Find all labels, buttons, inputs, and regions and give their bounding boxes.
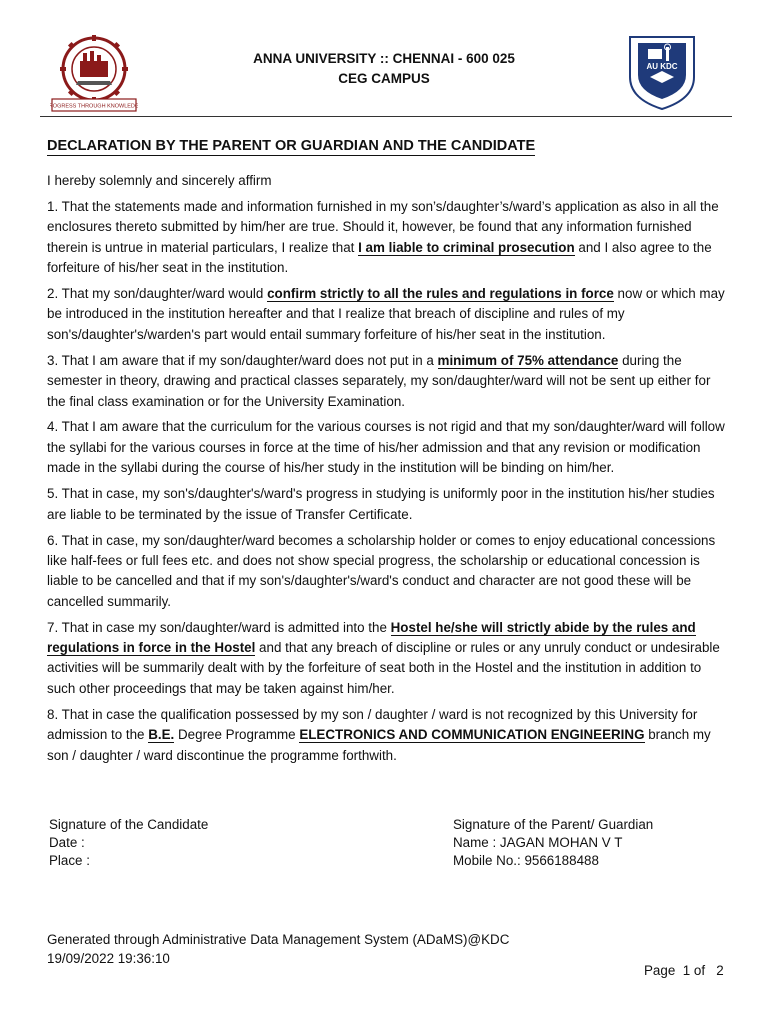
clause-7: 7. That in case my son/daughter/ward is admitted into the Hostel he/she will strictly abide by the rules and regulations in force in the Hostel and that any breach of discipline or rules or any unruly conduct or undesirable activities will be summarily dealt with by the forfeiture of seat both in the Hostel and the institution in addition to such other proceedings that may be taken against him/her. [47, 619, 720, 696]
header-divider [40, 116, 732, 117]
generated-timestamp: 19/09/2022 19:36:10 [47, 951, 170, 966]
clause-7-emphasis: Hostel he/she will strictly abide by the rules and regulations in force in the Hostel [47, 619, 696, 656]
intro-text: I hereby solemnly and sincerely affirm [47, 173, 272, 188]
au-kdc-logo [626, 33, 698, 113]
generated-by: Generated through Administrative Data Management System (ADaMS)@KDC [47, 932, 510, 947]
branch-value: ELECTRONICS AND COMMUNICATION ENGINEERING [299, 727, 645, 743]
university-name: ANNA UNIVERSITY :: CHENNAI - 600 025 [253, 51, 515, 66]
guardian-name: Name : JAGAN MOHAN V T [453, 835, 623, 850]
clause-5: 5. That in case, my son's/daughter's/ward's progress in studying is uniformly poor in the institution his/her studies are liable to be terminated by the issue of Transfer Certificate. [47, 486, 715, 522]
clause-3-emphasis: minimum of 75% attendance [437, 352, 619, 368]
clause-4: 4. That I am aware that the curriculum for the various courses is not rigid and that my son/daughter/ward will follow the syllabi for the various courses in force at the time of his/her admission and that any revision or modification made in the syllabi during the course of his/her study in the institution will be binding on him/her. [47, 419, 725, 476]
kdc-shield-icon [626, 33, 698, 113]
clause-8: 8. That in case the qualification possessed by my son / daughter / ward is not recognized by this University for admission to the B.E. Degree Programme ELECTRONICS AND COMMUNICATION ENGINEERING branch my son / daughter / ward discontinue the programme forthwith. [47, 706, 711, 763]
declaration-title: DECLARATION BY THE PARENT OR GUARDIAN AND THE CANDIDATE [47, 138, 536, 154]
parent-signature-block [453, 816, 653, 870]
clause-1-emphasis: I am liable to criminal prosecution [358, 239, 575, 255]
clause-2-emphasis: confirm strictly to all the rules and regulations in force [267, 286, 614, 302]
page-number: Page 1 of 2 [644, 963, 724, 978]
candidate-signature-label: Signature of the Candidate [49, 817, 209, 832]
date-label: Date : [49, 835, 85, 850]
clause-1: 1. That the statements made and information furnished in my son’s/daughter’s/ward’s application as also in all the enclosures thereto submitted by him/her are true. Should it, however, be found that any information furnished therein is untrue in material particulars, I realize that I am liable to criminal prosecution and I also agree to the forfeiture of his/her seat in the institution. [47, 198, 719, 276]
footer-info [47, 930, 509, 968]
degree-value: B.E. [148, 727, 175, 743]
clause-2: 2. That my son/daughter/ward would confirm strictly to all the rules and regulations in force now or which may be introduced in the institution hereafter and that I realize that breach of discipline and rules of my son's/daughter's/warden's part would entail summary forfeiture of his/her seat in the institution. [47, 286, 725, 342]
guardian-mobile: Mobile No.: 9566188488 [453, 853, 599, 868]
campus-name: CEG CAMPUS [338, 71, 430, 86]
svg-text:PROGRESS THROUGH KNOWLEDGE: PROGRESS THROUGH KNOWLEDGE [50, 103, 138, 110]
clause-6: 6. That in case, my son/daughter/ward becomes a scholarship holder or comes to enjoy educational concessions like half-fees or full fees etc. and does not show special progress, the scholarship or educational concession is liable to be cancelled and that if my son's/daughter's/ward's conduct and character are not good these will be cancelled summarily. [47, 532, 716, 609]
place-label: Place : [49, 853, 90, 868]
declaration-body [47, 171, 727, 771]
clause-3: 3. That I am aware that if my son/daughter/ward does not put in a minimum of 75% attendance during the semester in theory, drawing and practical classes separately, my son/daughter/ward will not be sent up either for the final class examination or for the University Examination. [47, 352, 711, 409]
svg-text:AU KDC: AU KDC [646, 62, 678, 71]
parent-signature-label: Signature of the Parent/ Guardian [453, 817, 654, 832]
candidate-signature-block [49, 816, 208, 870]
